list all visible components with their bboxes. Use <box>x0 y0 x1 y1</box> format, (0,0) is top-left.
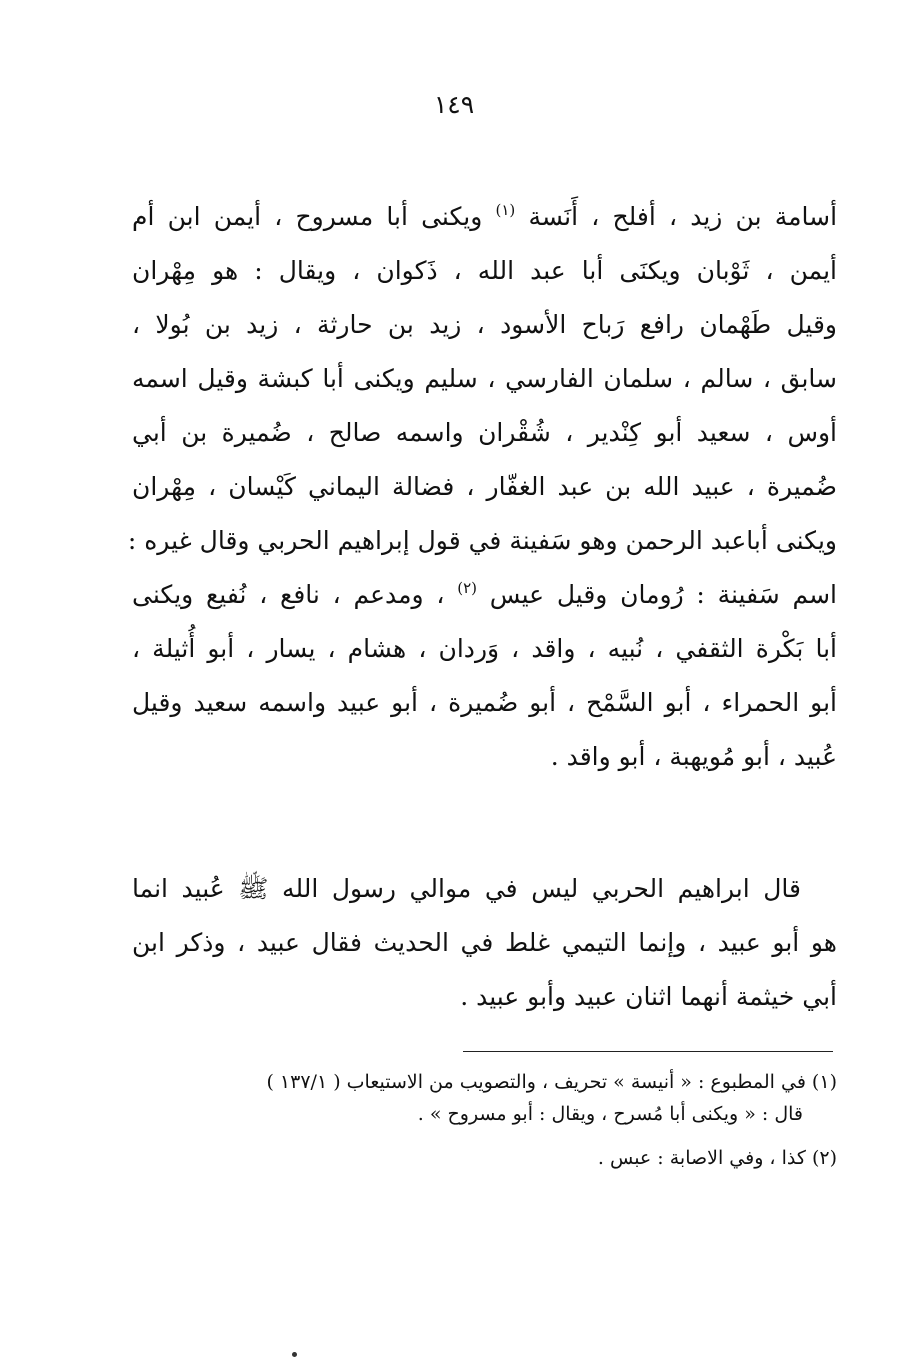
text-line <box>132 568 837 622</box>
footnotes <box>132 1066 837 1174</box>
text-line: وقيل طَهْمان رافع رَباح الأسود ، زيد بن حارثة ، زيد بن بُولا ، <box>132 310 837 339</box>
text-line: عُبيد ، أبو مُويهبة ، أبو واقد . <box>550 742 837 771</box>
text-line: أوس ، سعيد أبو كِنْدير ، شُقْران واسمه صالح ، ضُميرة بن أبي <box>132 418 837 447</box>
footnote-marker-1: (١) <box>495 201 516 219</box>
text-line: ضُميرة ، عبيد الله بن عبد الغفّار ، فضالة اليماني كَيْسان ، مِهْران <box>132 472 837 501</box>
line-text: ، ومدعم ، نافع ، نُفيع ويكنى <box>132 580 445 609</box>
footnote-separator <box>463 1051 833 1052</box>
text-line: ويكنى أباعبد الرحمن وهو سَفينة في قول إبراهيم الحربي وقال غيره : <box>127 526 837 555</box>
body-paragraph-1 <box>127 190 838 784</box>
footnote-2-line: (٢) كذا ، وفي الاصابة : عبس . <box>597 1147 837 1169</box>
text-line: أيمن ، ثَوْبان ويكنَى أبا عبد الله ، ذَكوان ، ويقال : هو مِهْران <box>132 256 837 285</box>
body-paragraph-2 <box>132 862 837 1024</box>
text-line: أبي خيثمة أنهما اثنان عبيد وأبو عبيد . <box>460 982 837 1011</box>
text-line <box>132 190 837 244</box>
page-number: ١٤٩ <box>433 90 475 119</box>
page-speck <box>292 1352 297 1357</box>
footnote-marker-2: (٢) <box>457 579 477 597</box>
text-line: سابق ، سالم ، سلمان الفارسي ، سليم ويكنى أبا كبشة وقيل اسمه <box>132 364 837 393</box>
footnote-1-line: (١) في المطبوع : « أنيسة » تحريف ، والتصويب من الاستيعاب ( ١٣٧/١ ) <box>266 1071 837 1093</box>
text-line: قال ابراهيم الحربي ليس في موالي رسول الله ﷺ عُبيد انما <box>132 874 801 903</box>
line-text: ويكنى أبا مسروح ، أيمن ابن أم <box>132 202 483 231</box>
text-line: هو أبو عبيد ، وإنما التيمي غلط في الحديث فقال عبيد ، وذكر ابن <box>132 928 837 957</box>
line-text: أسامة بن زيد ، أفلح ، أَنَسة <box>528 202 838 231</box>
footnote-1-line: قال : « ويكنى أبا مُسرح ، ويقال : أبو مسروح » . <box>417 1103 803 1125</box>
line-text: اسم سَفينة : رُومان وقيل عيس <box>489 580 837 609</box>
text-line: أبا بَكْرة الثقفي ، نُبيه ، واقد ، وَردان ، هشام ، يسار ، أبو أُثيلة ، <box>132 634 837 663</box>
text-line: أبو الحمراء ، أبو السَّمْح ، أبو ضُميرة ، أبو عبيد واسمه سعيد وقيل <box>132 688 837 717</box>
